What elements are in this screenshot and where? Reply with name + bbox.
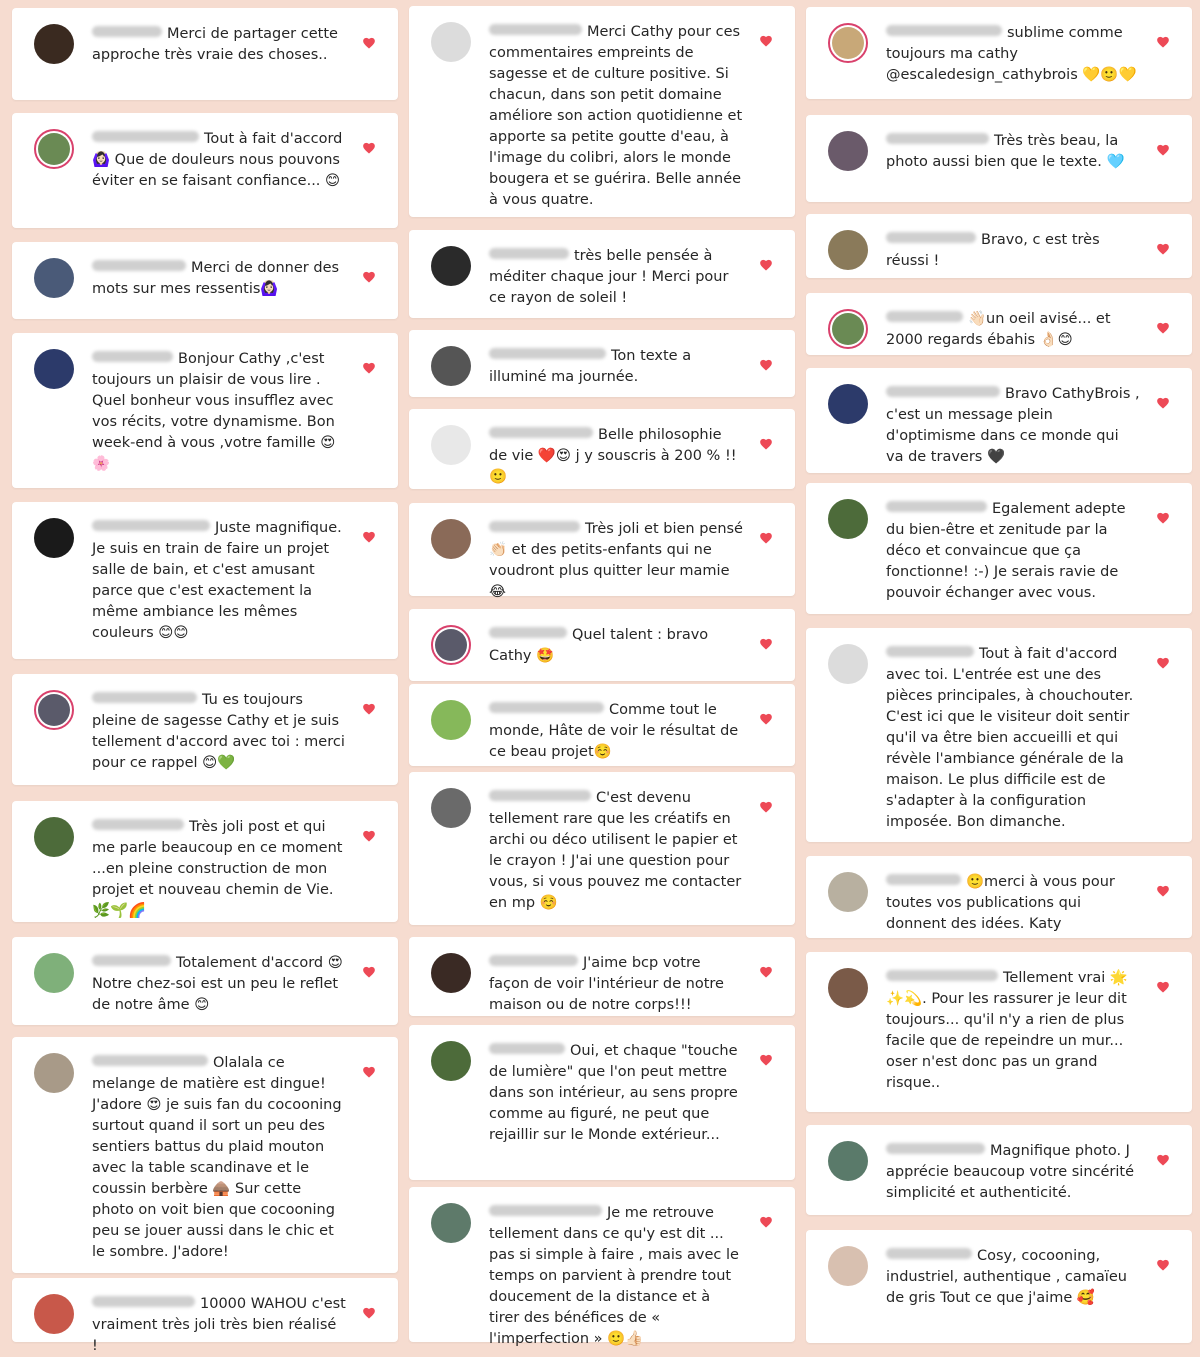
avatar[interactable] [828, 23, 868, 63]
avatar[interactable] [34, 349, 74, 389]
comment-body: sublime comme toujours ma cathy @escaledesign_cathybrois 💛🙂💛 [886, 25, 1137, 83]
username-blurred[interactable] [886, 386, 1000, 397]
comment-text [886, 1141, 1140, 1204]
username-blurred[interactable] [92, 26, 162, 37]
avatar[interactable] [34, 24, 74, 64]
comment-text [92, 817, 346, 922]
comment-card [806, 952, 1192, 1112]
comment-text [886, 23, 1140, 86]
username-blurred[interactable] [886, 1143, 985, 1154]
comment-card [409, 1025, 795, 1180]
comment-card [806, 483, 1192, 614]
comment-text [886, 230, 1140, 272]
comment-text [92, 518, 346, 644]
comment-body: Merci Cathy pour ces commentaires empreints de sagesse et de culture positive. Si chacun, dans son petit domaine améliore son action quotidienne et apporte sa petite goutte d'eau, à l'image du colibri, alors le monde bougera et se guérira. Belle année à vous quatre. [489, 24, 743, 208]
comment-text [886, 1246, 1140, 1309]
heart-icon[interactable] [1156, 978, 1170, 991]
comment-text [489, 1041, 743, 1146]
heart-icon[interactable] [1156, 1256, 1170, 1269]
comment-body: Très joli post et qui me parle beaucoup en ce moment ...en pleine construction de mon projet et nouveau chemin de Vie. 🌿🌱🌈 [92, 819, 343, 919]
comment-body: Tu es toujours pleine de sagesse Cathy et je suis tellement d'accord avec toi : merci pour ce rappel 😊💚 [92, 692, 345, 771]
comment-body: Comme tout le monde, Hâte de voir le résultat de ce beau projet☺️ [489, 702, 739, 760]
avatar[interactable] [431, 953, 471, 993]
username-blurred[interactable] [489, 955, 578, 966]
avatar[interactable] [34, 1053, 74, 1093]
comment-text [489, 246, 743, 309]
username-blurred[interactable] [92, 520, 210, 531]
comment-body: Totalement d'accord 😍Notre chez-soi est un peu le reflet de notre âme 😊 [92, 955, 343, 1013]
comment-text [489, 346, 743, 388]
comment-body: Merci de donner des mots sur mes ressentis🙆🏻‍♀️ [92, 260, 340, 297]
heart-icon[interactable] [759, 1051, 773, 1064]
comment-body: Oui, et chaque "touche de lumière" que l'on peut mettre dans son intérieur, au sens propre comme au figuré, ne peut que rejaillir sur le Monde extérieur... [489, 1043, 738, 1143]
comment-card [12, 502, 398, 659]
avatar[interactable] [828, 644, 868, 684]
avatar[interactable] [431, 246, 471, 286]
heart-icon[interactable] [1156, 141, 1170, 154]
heart-icon[interactable] [759, 435, 773, 448]
comment-text [92, 1053, 346, 1263]
comment-body: très belle pensée à méditer chaque jour ! Merci pour ce rayon de soleil ! [489, 248, 729, 306]
comment-text [92, 258, 346, 300]
comment-text [489, 625, 743, 667]
username-blurred[interactable] [886, 232, 976, 243]
username-blurred[interactable] [92, 131, 199, 142]
comment-body: Merci de partager cette approche très vraie des choses.. [92, 26, 338, 63]
comment-body: Juste magnifique. Je suis en train de faire un projet salle de bain, et c'est amusant parce que c'est exactement la même ambiance les mêmes couleurs 😊😊 [92, 520, 342, 641]
heart-icon[interactable] [759, 963, 773, 976]
comment-text [489, 788, 743, 914]
heart-icon[interactable] [362, 1304, 376, 1317]
comment-card [12, 937, 398, 1025]
avatar[interactable] [431, 625, 471, 665]
comment-card [806, 368, 1192, 473]
username-blurred[interactable] [886, 1248, 972, 1259]
comment-body: 10000 WAHOU c'est vraiment très joli très bien réalisé ! [92, 1296, 346, 1354]
heart-icon[interactable] [759, 32, 773, 45]
heart-icon[interactable] [362, 528, 376, 541]
comment-text [489, 519, 743, 603]
comment-card [806, 628, 1192, 842]
heart-icon[interactable] [362, 268, 376, 281]
username-blurred[interactable] [886, 970, 998, 981]
username-blurred[interactable] [489, 24, 582, 35]
avatar[interactable] [431, 1203, 471, 1243]
avatar[interactable] [828, 384, 868, 424]
avatar[interactable] [828, 968, 868, 1008]
comment-card [806, 115, 1192, 202]
avatar[interactable] [431, 1041, 471, 1081]
avatar[interactable] [828, 872, 868, 912]
comment-text [886, 872, 1140, 935]
comment-card [409, 772, 795, 925]
heart-icon[interactable] [1156, 319, 1170, 332]
comment-card [12, 242, 398, 319]
avatar[interactable] [34, 1294, 74, 1334]
avatar[interactable] [34, 258, 74, 298]
comment-body: Très joli et bien pensé 👏🏻 et des petits-enfants qui ne voudront plus quitter leur mamie 😂 [489, 521, 743, 600]
comment-body: Tout à fait d'accord avec toi. L'entrée est une des pièces principales, à chouchouter. C'est ici que le visiteur doit sentir qu'il va être bien accueilli et qui révèle l'ambiance générale de la maison. Le plus difficile est de s'adapter à la configuration imposée. Bon dimanche. [886, 646, 1134, 830]
heart-icon[interactable] [362, 34, 376, 47]
heart-icon[interactable] [362, 700, 376, 713]
username-blurred[interactable] [92, 1055, 208, 1066]
username-blurred[interactable] [489, 790, 591, 801]
comment-card [806, 214, 1192, 278]
username-blurred[interactable] [886, 874, 961, 885]
username-blurred[interactable] [489, 627, 567, 638]
username-blurred[interactable] [886, 501, 987, 512]
comment-card [409, 330, 795, 397]
comment-text [489, 700, 743, 763]
comment-body: Cosy, cocooning, industriel, authentique , camaïeu de gris Tout ce que j'aime 🥰 [886, 1248, 1127, 1306]
comment-card [409, 6, 795, 217]
heart-icon[interactable] [1156, 33, 1170, 46]
comment-card [409, 409, 795, 489]
comment-text [92, 129, 346, 192]
comment-text [886, 644, 1140, 833]
comment-card [12, 1037, 398, 1273]
comment-card [409, 230, 795, 318]
username-blurred[interactable] [92, 692, 197, 703]
avatar[interactable] [431, 425, 471, 465]
username-blurred[interactable] [886, 133, 989, 144]
comment-card [12, 8, 398, 100]
comment-text [886, 968, 1140, 1094]
heart-icon[interactable] [759, 798, 773, 811]
comment-body: J'aime bcp votre façon de voir l'intérieur de notre maison ou de notre corps!!! [489, 955, 724, 1013]
comment-body: Tout à fait d'accord 🙆🏻‍♀️ Que de douleurs nous pouvons éviter en se faisant confiance... 😊 [92, 131, 343, 189]
comment-card [12, 1278, 398, 1354]
comment-body: Quel talent : bravo Cathy 🤩 [489, 627, 709, 664]
avatar[interactable] [828, 1141, 868, 1181]
username-blurred[interactable] [886, 311, 963, 322]
avatar[interactable] [431, 346, 471, 386]
username-blurred[interactable] [489, 1205, 602, 1216]
comment-text [92, 349, 346, 475]
username-blurred[interactable] [489, 427, 593, 438]
username-blurred[interactable] [886, 25, 1002, 36]
avatar[interactable] [431, 519, 471, 559]
heart-icon[interactable] [362, 139, 376, 152]
avatar[interactable] [828, 309, 868, 349]
username-blurred[interactable] [92, 955, 171, 966]
comment-card [12, 333, 398, 488]
comment-body: Bravo CathyBrois , c'est un message plein d'optimisme dans ce monde qui va de travers 🖤 [886, 386, 1140, 465]
heart-icon[interactable] [759, 256, 773, 269]
comment-body: Egalement adepte du bien-être et zenitude par la déco et convaincue que ça fonctionne! :-) Je serais ravie de pouvoir échanger avec vous. [886, 501, 1126, 601]
comment-card [409, 1187, 795, 1347]
username-blurred[interactable] [92, 351, 173, 362]
avatar[interactable] [828, 499, 868, 539]
comment-text [489, 953, 743, 1016]
comment-text [92, 953, 346, 1016]
heart-icon[interactable] [362, 1063, 376, 1076]
comment-text [886, 499, 1140, 604]
comment-text [886, 131, 1140, 173]
username-blurred[interactable] [92, 1296, 195, 1307]
comment-text [489, 1203, 743, 1350]
avatar[interactable] [34, 953, 74, 993]
heart-icon[interactable] [1156, 394, 1170, 407]
avatar[interactable] [431, 700, 471, 740]
heart-icon[interactable] [1156, 882, 1170, 895]
comment-card [12, 113, 398, 228]
comment-card [806, 7, 1192, 99]
comment-body: Magnifique photo. J apprécie beaucoup votre sincérité simplicité et authenticité. [886, 1143, 1135, 1201]
heart-icon[interactable] [759, 635, 773, 648]
heart-icon[interactable] [1156, 509, 1170, 522]
username-blurred[interactable] [489, 521, 580, 532]
comment-card [409, 503, 795, 600]
avatar[interactable] [828, 1246, 868, 1286]
comment-body: 👋🏻un oeil avisé... et 2000 regards ébahis 👌🏻😊 [886, 311, 1111, 348]
comment-card [806, 1125, 1192, 1215]
avatar[interactable] [828, 131, 868, 171]
comment-text [92, 690, 346, 774]
comment-card [409, 684, 795, 766]
username-blurred[interactable] [886, 646, 974, 657]
avatar[interactable] [34, 817, 74, 857]
heart-icon[interactable] [1156, 1151, 1170, 1164]
comment-body: Bonjour Cathy ,c'est toujours un plaisir de vous lire . Quel bonheur vous insufflez avec vos récits, votre dynamisme. Bon week-end à vous ,votre famille 😍🌸 [92, 351, 336, 472]
heart-icon[interactable] [759, 529, 773, 542]
comment-body: Très très beau, la photo aussi bien que le texte. 🩵 [886, 133, 1125, 170]
comment-text [489, 425, 743, 488]
avatar[interactable] [34, 690, 74, 730]
avatar[interactable] [431, 22, 471, 62]
avatar[interactable] [431, 788, 471, 828]
comment-body: Bravo, c est très réussi ! [886, 232, 1100, 269]
heart-icon[interactable] [362, 963, 376, 976]
comment-text [886, 384, 1140, 468]
username-blurred[interactable] [489, 248, 569, 259]
avatar[interactable] [828, 230, 868, 270]
username-blurred[interactable] [489, 1043, 565, 1054]
heart-icon[interactable] [759, 710, 773, 723]
comment-body: Olalala ce melange de matière est dingue! J'adore 😍 je suis fan du cocooning surtout quand il sort un peu des sentiers battus du plaid mouton avec la table scandinave et le coussin berbère 🛖 Sur cette photo on voit bien que cocooning peu se jouer aussi dans le chic et le sombre. J'adore! [92, 1055, 342, 1260]
comment-card [806, 293, 1192, 355]
heart-icon[interactable] [759, 1213, 773, 1226]
avatar[interactable] [34, 518, 74, 558]
comment-body: C'est devenu tellement rare que les créatifs en archi ou déco utilisent le papier et le crayon ! J'ai une question pour vous, si vous pouvez me contacter en mp ☺️ [489, 790, 742, 911]
username-blurred[interactable] [489, 702, 604, 713]
username-blurred[interactable] [92, 819, 184, 830]
heart-icon[interactable] [1156, 654, 1170, 667]
comment-text [92, 1294, 346, 1357]
comment-text [489, 22, 743, 211]
username-blurred[interactable] [489, 348, 606, 359]
comment-card [12, 674, 398, 785]
heart-icon[interactable] [1156, 240, 1170, 253]
comment-card [12, 801, 398, 922]
comment-body: Je me retrouve tellement dans ce qu'y est dit ... pas si simple à faire , mais avec le temps on parvient à prendre tout doucement de la distance et à tirer des bénéfices de « l'imperfection » 🙂👍🏻 [489, 1205, 739, 1347]
username-blurred[interactable] [92, 260, 186, 271]
comment-body: Belle philosophie de vie ❤️😍 j y souscris à 200 % !! 🙂 [489, 427, 737, 485]
comment-body: Ton texte a illuminé ma journée. [489, 348, 692, 385]
comment-card [409, 609, 795, 681]
comment-text [92, 24, 346, 66]
comment-card [409, 937, 795, 1016]
heart-icon[interactable] [759, 356, 773, 369]
comment-card [806, 856, 1192, 938]
avatar[interactable] [34, 129, 74, 169]
comment-card [806, 1230, 1192, 1343]
heart-icon[interactable] [362, 359, 376, 372]
heart-icon[interactable] [362, 827, 376, 840]
comment-body: 🙂merci à vous pour toutes vos publications qui donnent des idées. Katy [886, 874, 1115, 932]
comment-text [886, 309, 1140, 351]
comment-body: Tellement vrai 🌟✨💫. Pour les rassurer je leur dit toujours... qu'il n'y a rien de plus facile que de repeindre un mur... oser n'est donc pas un grand risque.. [886, 970, 1128, 1091]
